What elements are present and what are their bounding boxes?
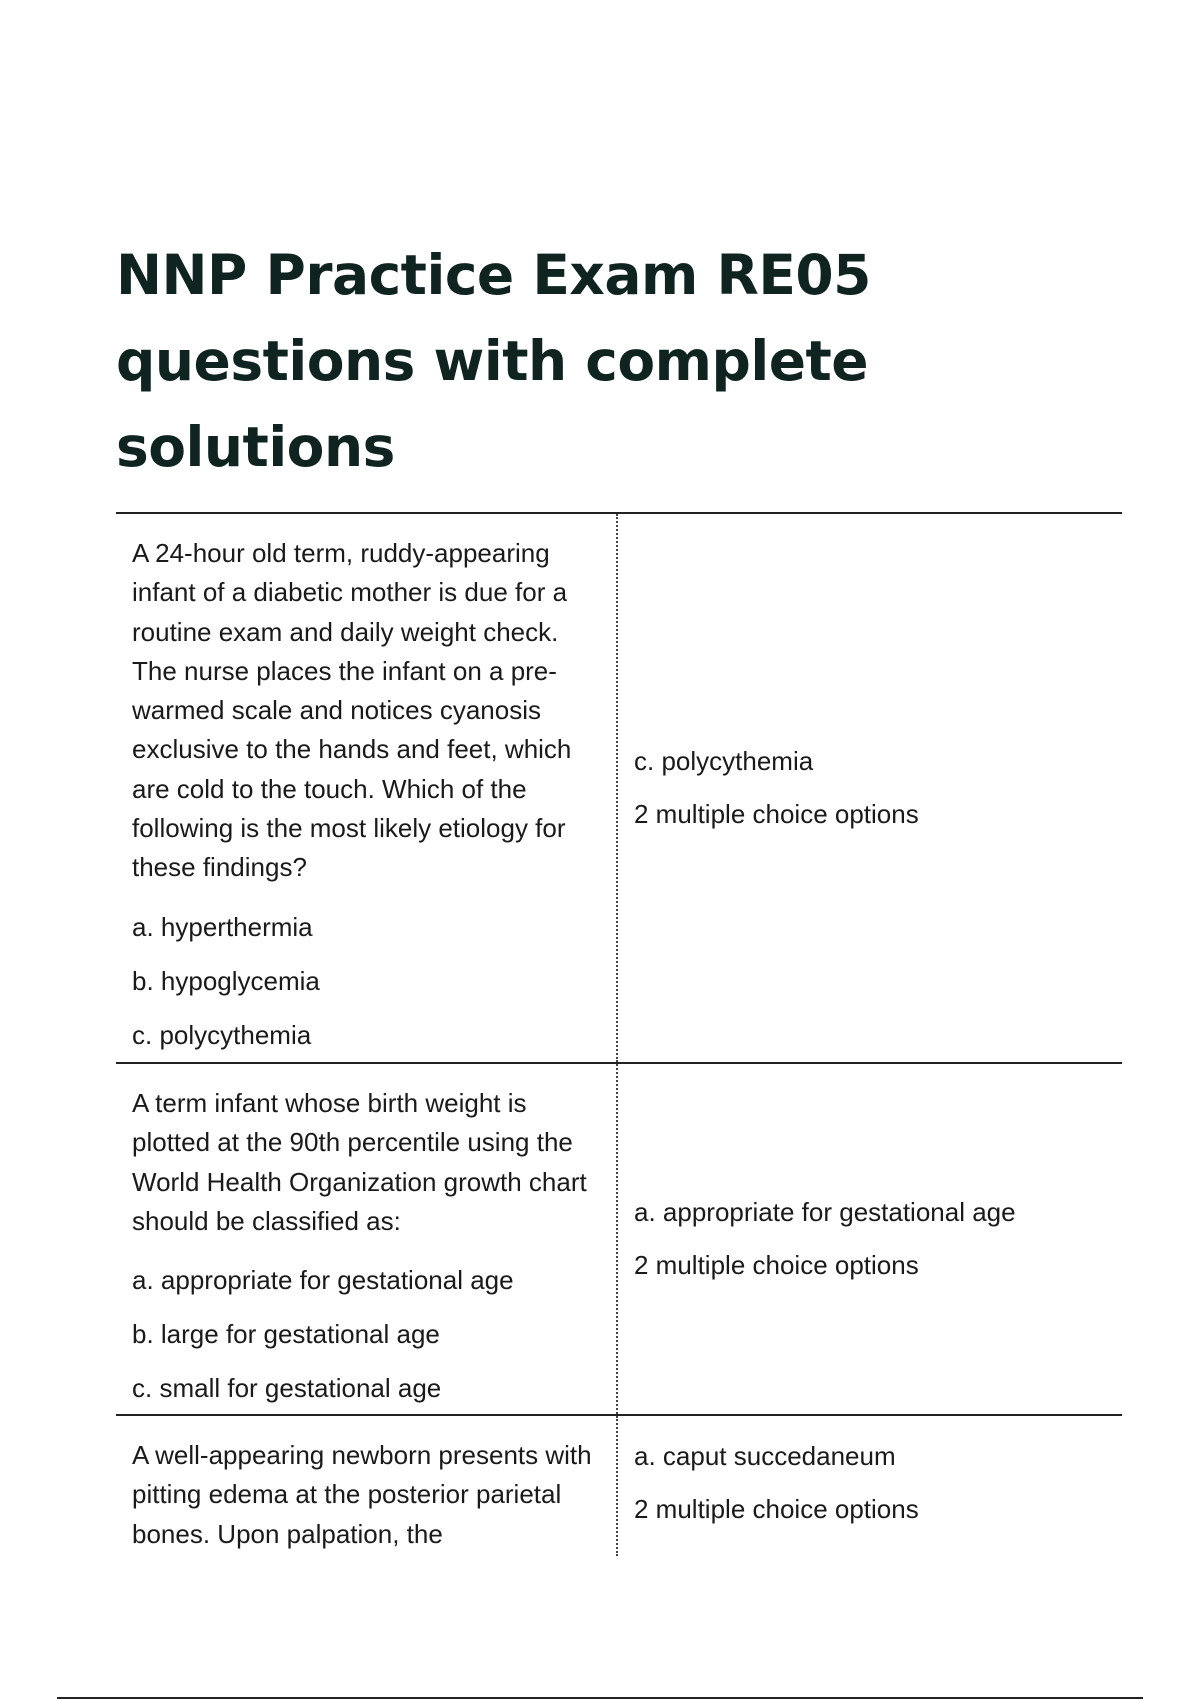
question-text: A well-appearing newborn presents with pitting edema at the posterior parietal bones. Upon palpation, the <box>132 1440 592 1549</box>
qa-row <box>116 514 1122 1064</box>
options-count: 2 multiple choice options <box>634 799 919 829</box>
question-cell <box>116 1416 618 1556</box>
qa-row <box>116 1064 1122 1416</box>
qa-table <box>116 512 1122 1556</box>
answer-cell <box>618 1064 1122 1414</box>
answer-cell <box>618 514 1122 1062</box>
answer-text: a. appropriate for gestational age <box>634 1197 1016 1227</box>
question-text: A 24-hour old term, ruddy-appearing infant of a diabetic mother is due for a routine exam and daily weight check. The nurse places the infant on a pre-warmed scale and notices cyanosis exclusive to the hands and feet, which are cold to the touch. Which of the following is the most likely etiology for these findings? <box>132 538 572 883</box>
question-text: A term infant whose birth weight is plotted at the 90th percentile using the World Health Organization growth chart should be classified as: <box>132 1088 587 1236</box>
answer-text: c. polycythemia <box>634 746 814 776</box>
option-b: b. hypoglycemia <box>132 965 320 996</box>
option-a: a. hyperthermia <box>132 911 313 942</box>
option-a: a. appropriate for gestational age <box>132 1265 514 1296</box>
answer-cell <box>618 1416 1122 1556</box>
answer-text: a. caput succedaneum <box>634 1441 896 1471</box>
qa-row <box>116 1416 1122 1556</box>
question-cell <box>116 1064 618 1414</box>
question-cell <box>116 514 618 1062</box>
footer-divider <box>57 1697 1143 1699</box>
option-c: c. polycythemia <box>132 1019 312 1050</box>
options-count: 2 multiple choice options <box>634 1494 919 1524</box>
options-count: 2 multiple choice options <box>634 1250 919 1280</box>
option-b: b. large for gestational age <box>132 1319 440 1350</box>
option-c: c. small for gestational age <box>132 1373 442 1404</box>
page-title: NNP Practice Exam RE05 questions with complete solutions <box>116 243 871 479</box>
